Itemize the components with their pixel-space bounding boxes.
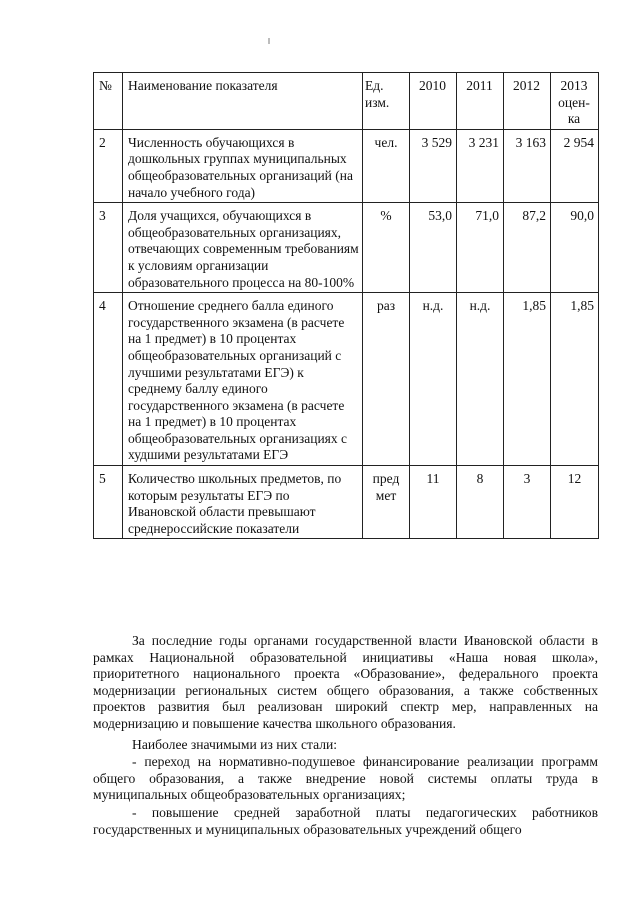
row-num: 3	[94, 203, 123, 293]
row-unit: %	[363, 203, 410, 293]
header-2011: 2011	[457, 73, 504, 130]
row-value-2010: 11	[410, 466, 457, 539]
row-name: Отношение среднего балла единого государственного экзамена (в расчете на 1 предмет) в 10 процентах общеобразовательных организаций с лучшими результатами ЕГЭ) к среднему баллу единого государственного экзамена (в расчете на 1 предмет) в 10 процентах общеобразовательных организациях с худшими результатами ЕГЭ	[123, 293, 363, 466]
table-header-row	[94, 73, 599, 130]
list-item-salary: - повышение средней заработной платы педагогических работников государственных и муниципальных образовательных учреждений общего	[93, 804, 598, 837]
row-value-2012: 3	[504, 466, 551, 539]
row-value-2013: 1,85	[551, 293, 599, 466]
paragraph-intro: За последние годы органами государственной власти Ивановской области в рамках Национальной образовательной инициативы «Наша новая школа», приоритетного национального проекта «Образование», федерального проекта модернизации региональных систем общего образования, а также собственных проектов развития был реализован широкий спектр мер, направленных на модернизацию и повышение качества школьного образования.	[93, 633, 598, 731]
row-unit: чел.	[363, 129, 410, 202]
row-unit: пред мет	[363, 466, 410, 539]
row-num: 2	[94, 129, 123, 202]
table-row	[94, 293, 599, 466]
header-2010: 2010	[410, 73, 457, 130]
row-value-2013: 90,0	[551, 203, 599, 293]
table-row	[94, 203, 599, 293]
header-name: Наименование показателя	[123, 73, 363, 130]
row-num: 4	[94, 293, 123, 466]
header-2012: 2012	[504, 73, 551, 130]
row-name: Количество школьных предметов, по которым результаты ЕГЭ по Ивановской области превышают среднероссийские показатели	[123, 466, 363, 539]
body-text	[93, 633, 598, 839]
row-unit: раз	[363, 293, 410, 466]
row-name: Доля учащихся, обучающихся в общеобразовательных организациях, отвечающих современным требованиям к условиям организации образовательного процесса на 80-100%	[123, 203, 363, 293]
row-value-2013: 12	[551, 466, 599, 539]
header-num: №	[94, 73, 123, 130]
table-row	[94, 466, 599, 539]
row-value-2010: н.д.	[410, 293, 457, 466]
row-value-2011: н.д.	[457, 293, 504, 466]
row-value-2012: 1,85	[504, 293, 551, 466]
list-item-financing: - переход на нормативно-подушевое финансирование реализации программ общего образования, а также внедрение новой системы оплаты труда в муниципальных общеобразовательных организациях;	[93, 754, 598, 803]
row-value-2011: 71,0	[457, 203, 504, 293]
row-name: Численность обучающихся в дошкольных группах муниципальных общеобразовательных организаций (на начало учебного года)	[123, 129, 363, 202]
paragraph-lead: Наиболее значимыми из них стали:	[132, 736, 338, 752]
row-value-2013: 2 954	[551, 129, 599, 202]
page-scan-mark	[268, 38, 270, 44]
row-value-2010: 3 529	[410, 129, 457, 202]
indicators-table	[93, 72, 599, 539]
row-value-2011: 3 231	[457, 129, 504, 202]
header-unit: Ед. изм.	[363, 73, 410, 130]
row-value-2010: 53,0	[410, 203, 457, 293]
row-value-2012: 3 163	[504, 129, 551, 202]
row-num: 5	[94, 466, 123, 539]
row-value-2011: 8	[457, 466, 504, 539]
row-value-2012: 87,2	[504, 203, 551, 293]
header-2013: 2013 оцен-ка	[551, 73, 599, 130]
table-row	[94, 129, 599, 202]
